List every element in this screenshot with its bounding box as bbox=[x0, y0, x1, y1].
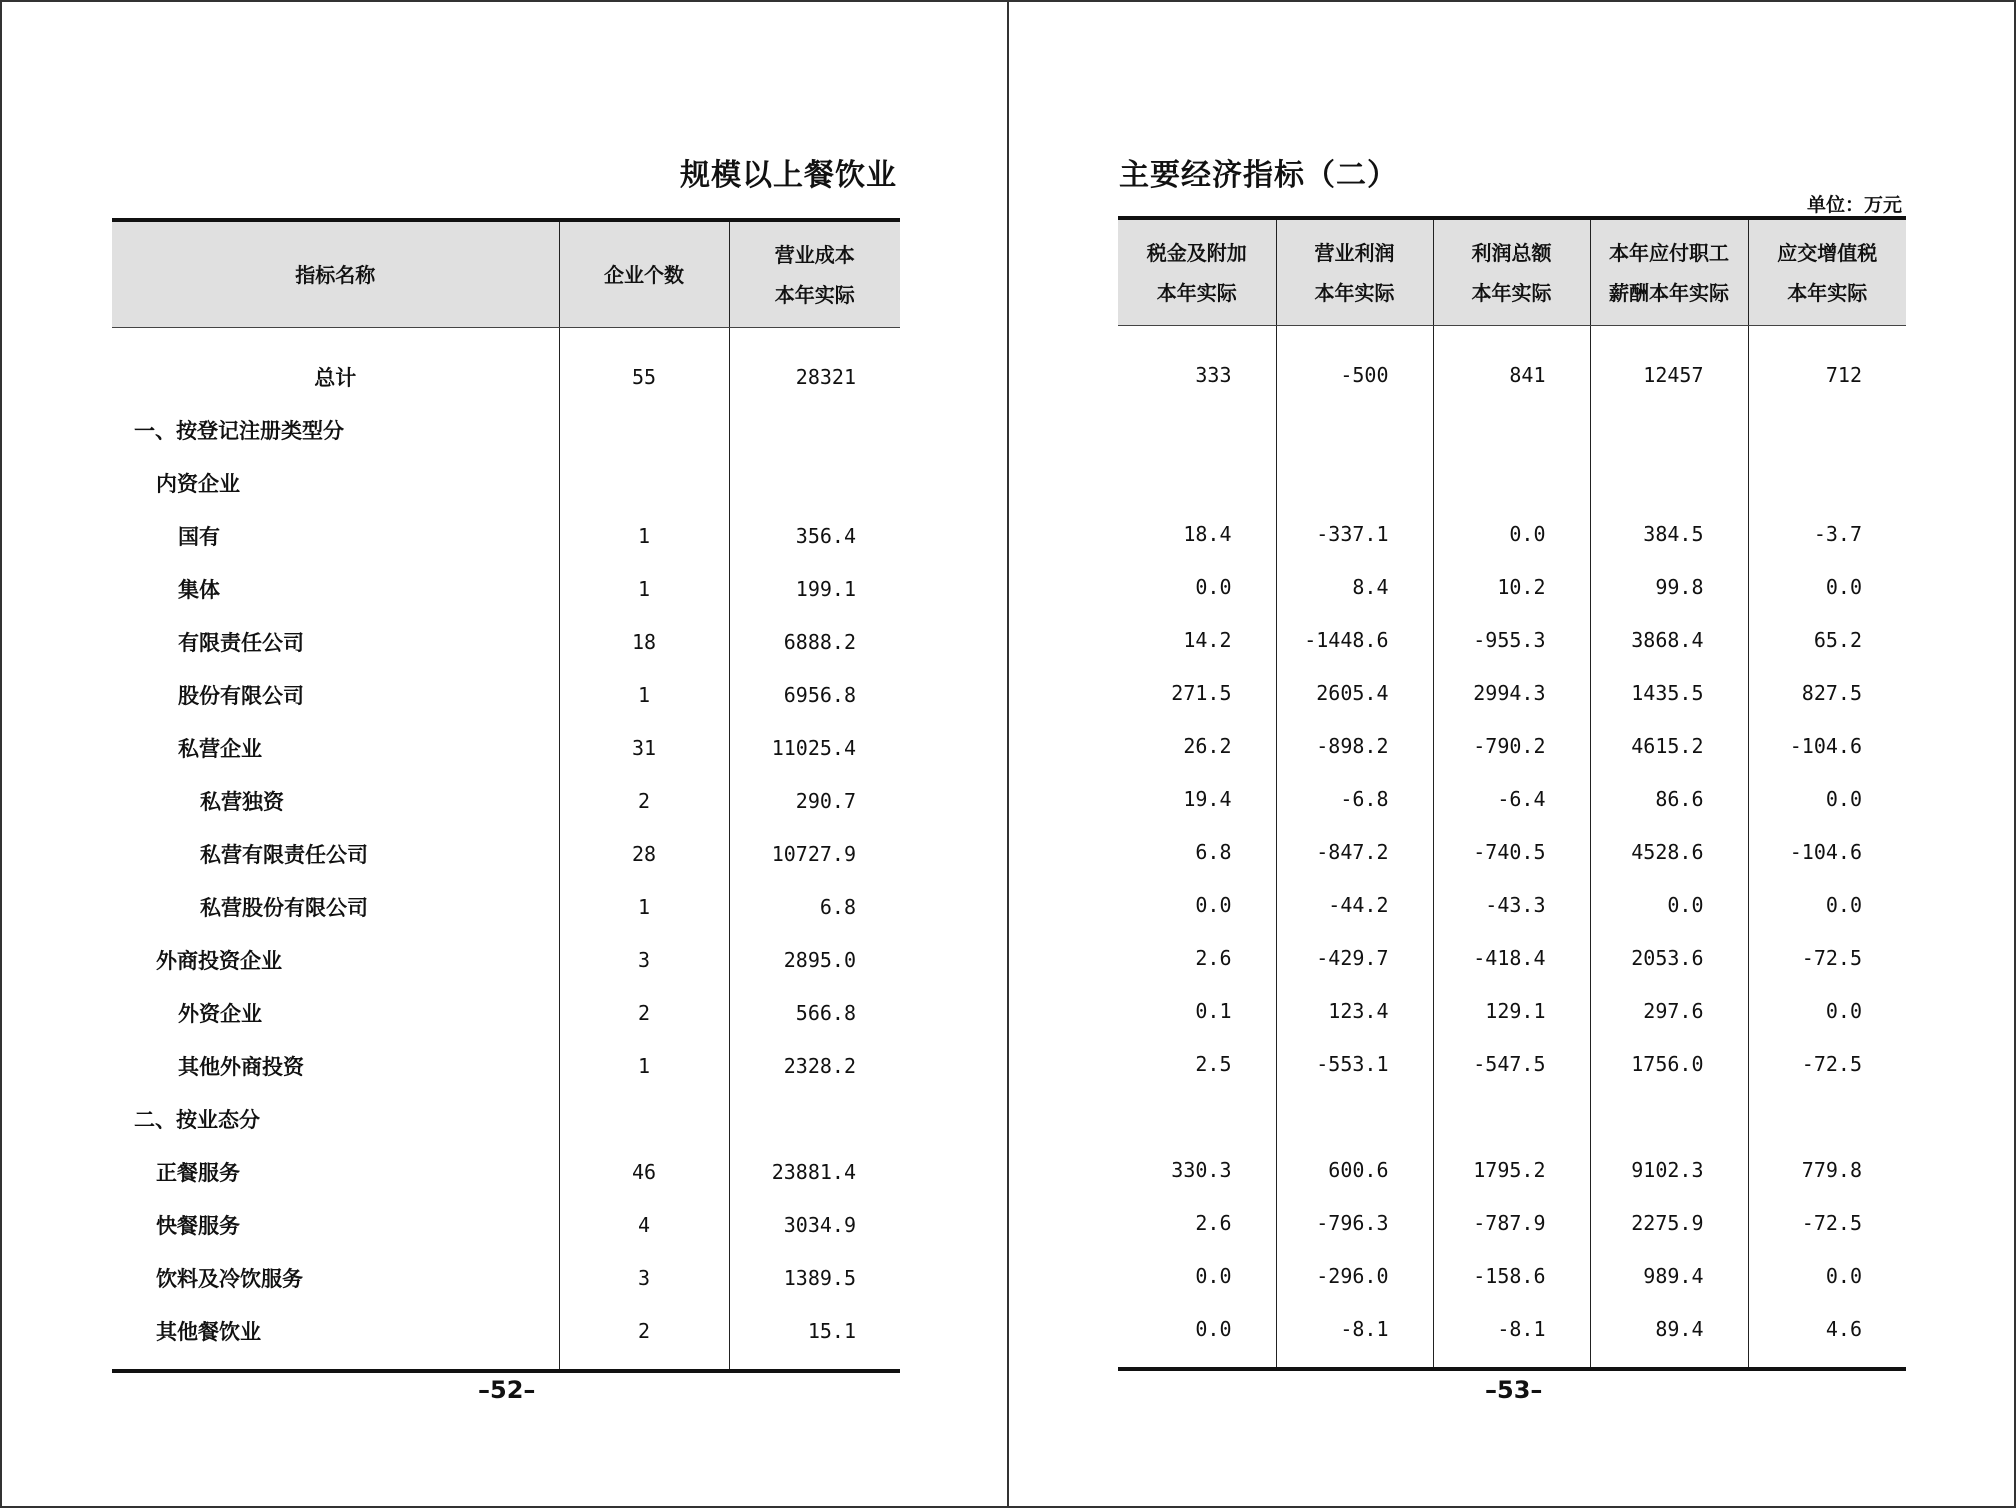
vat-payable-cell: 0.0 bbox=[1748, 772, 1906, 825]
operating-cost-cell: 1389.5 bbox=[729, 1251, 900, 1304]
header-vat-payable bbox=[1748, 218, 1906, 326]
operating-profit-cell: -553.1 bbox=[1276, 1037, 1433, 1090]
tax-surcharge-cell: 333 bbox=[1195, 362, 1232, 387]
vat-payable-cell bbox=[1748, 1090, 1906, 1143]
header-operating-cost-line2: 本年实际 bbox=[774, 282, 855, 307]
table-row bbox=[1118, 454, 1906, 507]
payable-wages-cell: 9102.3 bbox=[1590, 1143, 1748, 1196]
header-total-profit-line1: 利润总额 bbox=[1471, 240, 1552, 265]
operating-cost-cell: 290.7 bbox=[729, 774, 900, 827]
enterprise-count-cell: 1 bbox=[559, 668, 729, 721]
indicator-name-cell: 私营独资 bbox=[200, 788, 284, 814]
vat-payable-cell: 0.0 bbox=[1748, 984, 1906, 1037]
total-profit-cell: -547.5 bbox=[1433, 1037, 1590, 1090]
header-tax-surcharge-line2: 本年实际 bbox=[1156, 280, 1237, 305]
enterprise-count-cell: 2 bbox=[559, 986, 729, 1039]
enterprise-count-cell: 18 bbox=[559, 615, 729, 668]
operating-profit-cell bbox=[1276, 454, 1433, 507]
indicator-name-cell: 私营股份有限公司 bbox=[200, 894, 368, 920]
vat-payable-cell: 779.8 bbox=[1748, 1143, 1906, 1196]
payable-wages-cell: 989.4 bbox=[1590, 1249, 1748, 1302]
operating-profit-cell: -429.7 bbox=[1276, 931, 1433, 984]
operating-cost-cell: 2328.2 bbox=[729, 1039, 900, 1092]
operating-profit-cell: -44.2 bbox=[1276, 878, 1433, 931]
tax-surcharge-cell: 0.0 bbox=[1195, 1316, 1232, 1341]
table-row bbox=[1118, 772, 1906, 825]
tax-surcharge-cell: 18.4 bbox=[1183, 521, 1232, 546]
operating-cost-cell: 566.8 bbox=[729, 986, 900, 1039]
left-page-title: 规模以上餐饮业 bbox=[680, 158, 897, 193]
total-profit-cell: 0.0 bbox=[1433, 507, 1590, 560]
enterprise-count-cell bbox=[559, 403, 729, 456]
right-data-table bbox=[1118, 216, 1906, 1371]
vat-payable-cell: -3.7 bbox=[1748, 507, 1906, 560]
tax-surcharge-cell: 19.4 bbox=[1183, 786, 1232, 811]
enterprise-count-cell: 3 bbox=[559, 933, 729, 986]
tax-surcharge-cell: 330.3 bbox=[1171, 1157, 1232, 1182]
payable-wages-cell: 384.5 bbox=[1590, 507, 1748, 560]
table-row bbox=[112, 721, 900, 774]
indicator-name-cell: 一、按登记注册类型分 bbox=[134, 417, 344, 443]
operating-profit-cell bbox=[1276, 401, 1433, 454]
left-data-table bbox=[112, 218, 900, 1373]
operating-cost-cell: 2895.0 bbox=[729, 933, 900, 986]
enterprise-count-cell bbox=[559, 456, 729, 509]
payable-wages-cell: 99.8 bbox=[1590, 560, 1748, 613]
total-profit-cell: 841 bbox=[1433, 326, 1590, 402]
payable-wages-cell: 297.6 bbox=[1590, 984, 1748, 1037]
table-row bbox=[112, 615, 900, 668]
indicator-name-cell: 内资企业 bbox=[156, 470, 240, 496]
tax-surcharge-cell: 271.5 bbox=[1171, 680, 1232, 705]
total-profit-cell: -955.3 bbox=[1433, 613, 1590, 666]
unit-label: 单位：万元 bbox=[1806, 194, 1902, 216]
table-row bbox=[1118, 326, 1906, 402]
tax-surcharge-cell: 26.2 bbox=[1183, 733, 1232, 758]
indicator-name-cell: 总计 bbox=[314, 364, 357, 390]
payable-wages-cell: 4528.6 bbox=[1590, 825, 1748, 878]
operating-profit-cell: -8.1 bbox=[1276, 1302, 1433, 1369]
table-row bbox=[112, 456, 900, 509]
table-row bbox=[1118, 984, 1906, 1037]
table-row bbox=[1118, 931, 1906, 984]
left-page bbox=[0, 0, 1008, 1508]
vat-payable-cell: 712 bbox=[1748, 326, 1906, 402]
table-row bbox=[112, 933, 900, 986]
indicator-name-cell: 私营有限责任公司 bbox=[200, 841, 368, 867]
header-vat-payable-line1: 应交增值税 bbox=[1777, 240, 1878, 265]
total-profit-cell: -418.4 bbox=[1433, 931, 1590, 984]
payable-wages-cell: 3868.4 bbox=[1590, 613, 1748, 666]
total-profit-cell: -8.1 bbox=[1433, 1302, 1590, 1369]
operating-cost-cell: 199.1 bbox=[729, 562, 900, 615]
tax-surcharge-cell: 6.8 bbox=[1195, 839, 1232, 864]
operating-cost-cell bbox=[729, 403, 900, 456]
enterprise-count-cell: 46 bbox=[559, 1145, 729, 1198]
indicator-name-cell: 国有 bbox=[178, 523, 220, 549]
operating-profit-cell: -296.0 bbox=[1276, 1249, 1433, 1302]
vat-payable-cell: 65.2 bbox=[1748, 613, 1906, 666]
indicator-name-cell: 饮料及冷饮服务 bbox=[156, 1265, 303, 1291]
table-row bbox=[1118, 878, 1906, 931]
operating-cost-cell: 10727.9 bbox=[729, 827, 900, 880]
table-row bbox=[112, 562, 900, 615]
operating-profit-cell: 2605.4 bbox=[1276, 666, 1433, 719]
operating-profit-cell: -500 bbox=[1276, 326, 1433, 402]
operating-profit-cell: -337.1 bbox=[1276, 507, 1433, 560]
operating-cost-cell bbox=[729, 456, 900, 509]
enterprise-count-cell bbox=[559, 1092, 729, 1145]
header-enterprise-count: 企业个数 bbox=[559, 220, 729, 328]
header-payable-wages-line1: 本年应付职工 bbox=[1609, 240, 1729, 265]
header-operating-profit-line1: 营业利润 bbox=[1314, 240, 1395, 265]
payable-wages-cell: 1435.5 bbox=[1590, 666, 1748, 719]
operating-profit-cell: 123.4 bbox=[1276, 984, 1433, 1037]
tax-surcharge-cell: 0.0 bbox=[1195, 574, 1232, 599]
payable-wages-cell: 12457 bbox=[1590, 326, 1748, 402]
left-page-number: –52– bbox=[478, 1376, 536, 1404]
indicator-name-cell: 快餐服务 bbox=[156, 1212, 240, 1238]
tax-surcharge-cell: 0.1 bbox=[1195, 998, 1232, 1023]
total-profit-cell: 10.2 bbox=[1433, 560, 1590, 613]
tax-surcharge-cell: 0.0 bbox=[1195, 1263, 1232, 1288]
enterprise-count-cell: 1 bbox=[559, 880, 729, 933]
total-profit-cell bbox=[1433, 454, 1590, 507]
operating-cost-cell: 23881.4 bbox=[729, 1145, 900, 1198]
total-profit-cell: 129.1 bbox=[1433, 984, 1590, 1037]
table-row bbox=[112, 1092, 900, 1145]
operating-cost-cell: 6956.8 bbox=[729, 668, 900, 721]
operating-cost-cell: 6.8 bbox=[729, 880, 900, 933]
payable-wages-cell bbox=[1590, 401, 1748, 454]
vat-payable-cell: 0.0 bbox=[1748, 878, 1906, 931]
payable-wages-cell: 86.6 bbox=[1590, 772, 1748, 825]
operating-profit-cell: -796.3 bbox=[1276, 1196, 1433, 1249]
indicator-name-cell: 股份有限公司 bbox=[178, 682, 304, 708]
header-operating-cost-line1: 营业成本 bbox=[774, 242, 855, 267]
tax-surcharge-cell: 2.6 bbox=[1195, 1210, 1232, 1235]
table-row bbox=[1118, 719, 1906, 772]
tax-surcharge-cell: 14.2 bbox=[1183, 627, 1232, 652]
table-row bbox=[112, 1198, 900, 1251]
payable-wages-cell: 0.0 bbox=[1590, 878, 1748, 931]
vat-payable-cell: -72.5 bbox=[1748, 931, 1906, 984]
operating-profit-cell: -847.2 bbox=[1276, 825, 1433, 878]
table-row bbox=[1118, 1037, 1906, 1090]
operating-cost-cell bbox=[729, 1092, 900, 1145]
enterprise-count-cell: 1 bbox=[559, 562, 729, 615]
vat-payable-cell bbox=[1748, 401, 1906, 454]
indicator-name-cell: 集体 bbox=[178, 576, 220, 602]
vat-payable-cell: 4.6 bbox=[1748, 1302, 1906, 1369]
payable-wages-cell bbox=[1590, 1090, 1748, 1143]
operating-cost-cell: 6888.2 bbox=[729, 615, 900, 668]
operating-profit-cell bbox=[1276, 1090, 1433, 1143]
total-profit-cell bbox=[1433, 401, 1590, 454]
indicator-name-cell: 外商投资企业 bbox=[156, 947, 282, 973]
header-indicator-name: 指标名称 bbox=[112, 220, 559, 328]
table-row bbox=[112, 1304, 900, 1371]
enterprise-count-cell: 1 bbox=[559, 509, 729, 562]
operating-profit-cell: -6.8 bbox=[1276, 772, 1433, 825]
enterprise-count-cell: 4 bbox=[559, 1198, 729, 1251]
table-row bbox=[112, 827, 900, 880]
table-row bbox=[112, 1251, 900, 1304]
right-page-title: 主要经济指标（二） bbox=[1119, 158, 1398, 193]
enterprise-count-cell: 28 bbox=[559, 827, 729, 880]
enterprise-count-cell: 1 bbox=[559, 1039, 729, 1092]
header-total-profit-line2: 本年实际 bbox=[1471, 280, 1552, 305]
indicator-name-cell: 二、按业态分 bbox=[134, 1106, 260, 1132]
indicator-name-cell: 外资企业 bbox=[178, 1000, 262, 1026]
header-total-profit bbox=[1433, 218, 1590, 326]
vat-payable-cell: 0.0 bbox=[1748, 1249, 1906, 1302]
table-row bbox=[112, 668, 900, 721]
total-profit-cell: -43.3 bbox=[1433, 878, 1590, 931]
tax-surcharge-cell bbox=[1118, 401, 1276, 454]
table-row bbox=[112, 403, 900, 456]
vat-payable-cell: -72.5 bbox=[1748, 1037, 1906, 1090]
operating-profit-cell: 8.4 bbox=[1276, 560, 1433, 613]
operating-profit-cell: 600.6 bbox=[1276, 1143, 1433, 1196]
vat-payable-cell: 0.0 bbox=[1748, 560, 1906, 613]
table-row bbox=[1118, 666, 1906, 719]
table-row bbox=[1118, 825, 1906, 878]
payable-wages-cell: 89.4 bbox=[1590, 1302, 1748, 1369]
table-row bbox=[112, 986, 900, 1039]
vat-payable-cell bbox=[1748, 454, 1906, 507]
payable-wages-cell: 2053.6 bbox=[1590, 931, 1748, 984]
indicator-name-cell: 有限责任公司 bbox=[178, 629, 304, 655]
table-row bbox=[112, 509, 900, 562]
header-vat-payable-line2: 本年实际 bbox=[1787, 280, 1868, 305]
table-row bbox=[112, 1145, 900, 1198]
operating-cost-cell: 28321 bbox=[729, 328, 900, 404]
tax-surcharge-cell: 2.6 bbox=[1195, 945, 1232, 970]
tax-surcharge-cell: 0.0 bbox=[1195, 892, 1232, 917]
total-profit-cell: 2994.3 bbox=[1433, 666, 1590, 719]
enterprise-count-cell: 55 bbox=[559, 328, 729, 404]
vat-payable-cell: -104.6 bbox=[1748, 719, 1906, 772]
payable-wages-cell: 1756.0 bbox=[1590, 1037, 1748, 1090]
total-profit-cell: -790.2 bbox=[1433, 719, 1590, 772]
indicator-name-cell: 正餐服务 bbox=[156, 1159, 240, 1185]
enterprise-count-cell: 31 bbox=[559, 721, 729, 774]
operating-cost-cell: 15.1 bbox=[729, 1304, 900, 1371]
total-profit-cell: -740.5 bbox=[1433, 825, 1590, 878]
indicator-name-cell: 私营企业 bbox=[178, 735, 262, 761]
enterprise-count-cell: 2 bbox=[559, 774, 729, 827]
table-row bbox=[1118, 560, 1906, 613]
operating-profit-cell: -898.2 bbox=[1276, 719, 1433, 772]
total-profit-cell: -6.4 bbox=[1433, 772, 1590, 825]
indicator-name-cell: 其他餐饮业 bbox=[156, 1318, 261, 1344]
header-tax-surcharge bbox=[1118, 218, 1276, 326]
table-row bbox=[1118, 1249, 1906, 1302]
indicator-name-cell: 其他外商投资 bbox=[178, 1053, 304, 1079]
payable-wages-cell: 2275.9 bbox=[1590, 1196, 1748, 1249]
operating-cost-cell: 356.4 bbox=[729, 509, 900, 562]
table-row bbox=[112, 328, 900, 404]
operating-cost-cell: 11025.4 bbox=[729, 721, 900, 774]
total-profit-cell: 1795.2 bbox=[1433, 1143, 1590, 1196]
header-payable-wages bbox=[1590, 218, 1748, 326]
table-row bbox=[112, 880, 900, 933]
table-row bbox=[112, 1039, 900, 1092]
vat-payable-cell: 827.5 bbox=[1748, 666, 1906, 719]
header-tax-surcharge-line1: 税金及附加 bbox=[1146, 240, 1247, 265]
table-row bbox=[112, 774, 900, 827]
table-row bbox=[1118, 1143, 1906, 1196]
table-row bbox=[1118, 1196, 1906, 1249]
tax-surcharge-cell bbox=[1118, 1090, 1276, 1143]
enterprise-count-cell: 2 bbox=[559, 1304, 729, 1371]
total-profit-cell: -158.6 bbox=[1433, 1249, 1590, 1302]
tax-surcharge-cell bbox=[1118, 454, 1276, 507]
right-page-number: –53– bbox=[1485, 1376, 1543, 1404]
payable-wages-cell bbox=[1590, 454, 1748, 507]
table-row bbox=[1118, 507, 1906, 560]
header-operating-profit-line2: 本年实际 bbox=[1314, 280, 1395, 305]
tax-surcharge-cell: 2.5 bbox=[1195, 1051, 1232, 1076]
total-profit-cell bbox=[1433, 1090, 1590, 1143]
table-row bbox=[1118, 1090, 1906, 1143]
operating-profit-cell: -1448.6 bbox=[1276, 613, 1433, 666]
enterprise-count-cell: 3 bbox=[559, 1251, 729, 1304]
vat-payable-cell: -72.5 bbox=[1748, 1196, 1906, 1249]
header-payable-wages-line2: 薪酬本年实际 bbox=[1609, 280, 1729, 305]
total-profit-cell: -787.9 bbox=[1433, 1196, 1590, 1249]
header-operating-cost bbox=[729, 220, 900, 328]
header-operating-profit bbox=[1276, 218, 1433, 326]
table-row bbox=[1118, 1302, 1906, 1369]
payable-wages-cell: 4615.2 bbox=[1590, 719, 1748, 772]
operating-cost-cell: 3034.9 bbox=[729, 1198, 900, 1251]
table-row bbox=[1118, 401, 1906, 454]
vat-payable-cell: -104.6 bbox=[1748, 825, 1906, 878]
table-row bbox=[1118, 613, 1906, 666]
